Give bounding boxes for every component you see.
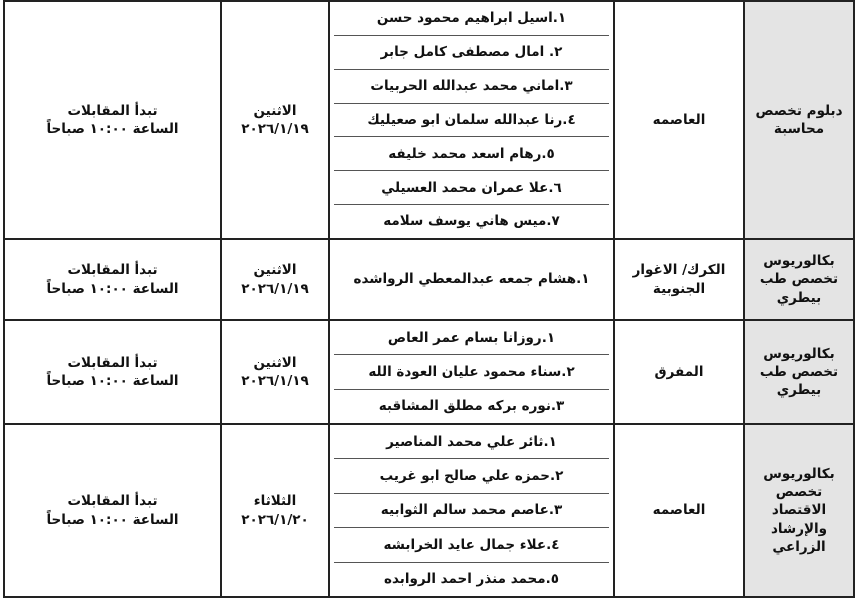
list-item: ٤.علاء جمال عايد الخرابشه bbox=[334, 528, 609, 562]
names-cell bbox=[329, 424, 614, 597]
day-label: الاثنين bbox=[253, 102, 297, 119]
list-item: ١.روزانا بسام عمر العاص bbox=[334, 321, 609, 355]
name-list bbox=[334, 321, 609, 423]
list-item: ٤.رنا عبدالله سلمان ابو صعيليك bbox=[334, 104, 609, 138]
list-item: ٢.سناء محمود عليان العودة الله bbox=[334, 355, 609, 389]
interview-schedule-table bbox=[3, 0, 855, 598]
note-cell bbox=[4, 1, 221, 239]
day-label: الاثنين bbox=[253, 262, 297, 279]
day-label: الاثنين bbox=[253, 354, 297, 371]
list-item: ٢. امال مصطفى كامل جابر bbox=[334, 36, 609, 70]
table-row bbox=[4, 320, 854, 424]
specialization-cell: بكالوريوس تخصص طب بيطري bbox=[744, 320, 854, 424]
note-line-1: تبدأ المقابلات bbox=[67, 354, 158, 371]
list-item: ١.ثائر علي محمد المناصير bbox=[334, 425, 609, 459]
names-cell bbox=[329, 320, 614, 424]
day-label: الثلاثاء bbox=[253, 493, 297, 510]
table-row bbox=[4, 424, 854, 597]
list-item: ٥.رهام اسعد محمد خليفه bbox=[334, 137, 609, 171]
date-label: ٢٠٢٦/١/١٩ bbox=[241, 373, 309, 389]
list-item: ١.هشام جمعه عبدالمعطي الرواشده bbox=[353, 271, 590, 288]
list-item: ٣.عاصم محمد سالم الثوابيه bbox=[334, 494, 609, 528]
date-cell bbox=[221, 424, 329, 597]
note-line-2: الساعة ١٠:٠٠ صباحاً bbox=[46, 373, 179, 389]
list-item: ٧.ميس هاني يوسف سلامه bbox=[383, 213, 560, 230]
note-line-1: تبدأ المقابلات bbox=[67, 102, 158, 119]
note-cell bbox=[4, 239, 221, 320]
date-label: ٢٠٢٦/١/٢٠ bbox=[241, 511, 309, 528]
names-cell bbox=[329, 239, 614, 320]
name-list bbox=[334, 2, 609, 238]
location-cell: العاصمه bbox=[614, 424, 744, 597]
note-line-2: الساعة ١٠:٠٠ صباحاً bbox=[46, 121, 179, 137]
location-cell: العاصمه bbox=[614, 1, 744, 239]
list-item: ٣.نوره بركه مطلق المشاقبه bbox=[378, 398, 565, 415]
specialization-cell: دبلوم تخصص محاسبة bbox=[744, 1, 854, 239]
date-label: ٢٠٢٦/١/١٩ bbox=[241, 280, 309, 297]
date-cell bbox=[221, 320, 329, 424]
note-line-1: تبدأ المقابلات bbox=[67, 493, 158, 510]
specialization-cell: بكالوريوس تخصص الاقتصاد والإرشاد الزراعي bbox=[744, 424, 854, 597]
note-line-1: تبدأ المقابلات bbox=[67, 262, 158, 279]
location-cell: الكرك/ الاغوار الجنوبية bbox=[614, 239, 744, 320]
name-list bbox=[334, 425, 609, 596]
list-item: ٢.حمزه علي صالح ابو غريب bbox=[334, 459, 609, 493]
list-item: ٦.علا عمران محمد العسيلي bbox=[334, 171, 609, 205]
specialization-cell: بكالوريوس تخصص طب بيطري bbox=[744, 239, 854, 320]
date-label: ٢٠٢٦/١/١٩ bbox=[241, 121, 309, 137]
name-list bbox=[334, 240, 609, 319]
list-item: ٥.محمد منذر احمد الروابده bbox=[384, 571, 560, 588]
location-cell: المفرق bbox=[614, 320, 744, 424]
date-cell bbox=[221, 239, 329, 320]
names-cell bbox=[329, 1, 614, 239]
note-cell bbox=[4, 320, 221, 424]
table-row bbox=[4, 1, 854, 239]
date-cell bbox=[221, 1, 329, 239]
table-row bbox=[4, 239, 854, 320]
note-line-2: الساعة ١٠:٠٠ صباحاً bbox=[46, 511, 179, 528]
list-item: ٣.اماني محمد عبدالله الحربيات bbox=[334, 70, 609, 104]
note-line-2: الساعة ١٠:٠٠ صباحاً bbox=[46, 280, 179, 297]
list-item: ١.اسيل ابراهيم محمود حسن bbox=[334, 2, 609, 36]
note-cell bbox=[4, 424, 221, 597]
